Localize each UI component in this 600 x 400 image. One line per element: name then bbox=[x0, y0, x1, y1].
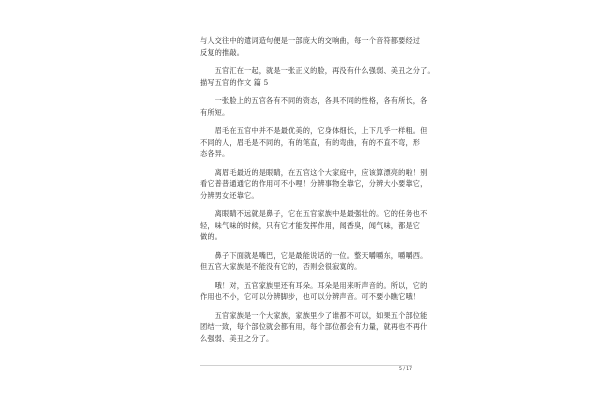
paragraph-line: 鼻子下面就是嘴巴，它是最能说话的一位。整天嚼嚼东，嚼嚼西。 bbox=[200, 250, 428, 260]
page-number: 5 / 17 bbox=[399, 367, 412, 372]
paragraph-line: 作用也不小，它可以分辨脚步，也可以分辨声音。可不要小瞧它哦！ bbox=[200, 292, 421, 301]
paragraph-line: 不同的人，眉毛是不同的，有的笔直，有的弯曲，有的不直不弯，形 bbox=[200, 137, 421, 147]
paragraph-line: 五官汇在一起，就是一张正义的脸，再没有什么强弱、美丑之分了。 bbox=[200, 66, 435, 75]
paragraph-line: 离眼睛不远就是鼻子，它在五官家族中是最强壮的。它的任务也不 bbox=[200, 209, 428, 218]
paragraph-gap bbox=[200, 88, 412, 95]
paragraph bbox=[200, 167, 428, 202]
paragraph-line: 哦！对，五官家族里还有耳朵。耳朵是用来听声音的。所以，它的 bbox=[200, 280, 428, 290]
paragraph-line: 与人交往中的遣词造句便是一部庞大的交响曲，每一个音符都要经过 bbox=[200, 36, 421, 45]
paragraph-line: 反复的推敲。 bbox=[200, 47, 245, 57]
paragraph bbox=[200, 250, 428, 273]
paragraph-line: 但五官大家族是不能没有它的，否则会很寂寞的。 bbox=[200, 262, 362, 271]
paragraph-line: 做的。 bbox=[200, 232, 223, 241]
paragraph-line: 轻，味气味的时候，只有它才能发挥作用，闻香臭，闻气味，都是它 bbox=[200, 220, 421, 230]
paragraph-line: 团结一致，每个部位就会都有用，每个部位都会有力量，就再也不再什 bbox=[200, 322, 428, 331]
paragraph-line: 一张脸上的五官各有不同的资态，各具不同的性格，各有所长，各 bbox=[200, 96, 428, 105]
paragraph bbox=[200, 208, 428, 243]
paragraph-line: 描写五官的作文 篇 5 bbox=[200, 77, 269, 87]
paragraph-line: 离眉毛最近的是眼睛，在五官这个大家庭中，应该算漂亮的啦！别 bbox=[200, 167, 428, 177]
paragraph-line: 么强弱、美丑之分了。 bbox=[200, 333, 274, 343]
paragraph bbox=[200, 125, 428, 160]
paragraph bbox=[200, 280, 428, 303]
paragraph-line: 眉毛在五官中并不是最优美的，它身体细长，上下几乎一样粗。但 bbox=[200, 126, 428, 135]
paragraph-gap bbox=[200, 303, 412, 310]
paragraph-line: 分辨男女还靠它。 bbox=[200, 190, 259, 200]
document-body bbox=[200, 35, 435, 344]
paragraph bbox=[200, 310, 428, 345]
paragraph-line: 看它普普通通它的作用可不小哩！分辨事物全靠它，分辨大小要靠它， bbox=[200, 179, 428, 188]
paragraph-line: 态各异。 bbox=[200, 149, 230, 158]
paragraph-gap bbox=[200, 201, 412, 208]
paragraph bbox=[200, 35, 421, 58]
footer-divider bbox=[200, 365, 412, 366]
paragraph-gap bbox=[200, 243, 412, 250]
paragraph-gap bbox=[200, 118, 412, 125]
paragraph bbox=[200, 95, 428, 118]
paragraph-line: 有所短。 bbox=[200, 107, 230, 117]
paragraph bbox=[200, 65, 435, 88]
paragraph-line: 五官家族是一个大家族，家族里少了谁都不可以，如果五个部位能 bbox=[200, 310, 428, 320]
paragraph-gap bbox=[200, 273, 412, 280]
paragraph-gap bbox=[200, 160, 412, 167]
paragraph-gap bbox=[200, 58, 412, 65]
